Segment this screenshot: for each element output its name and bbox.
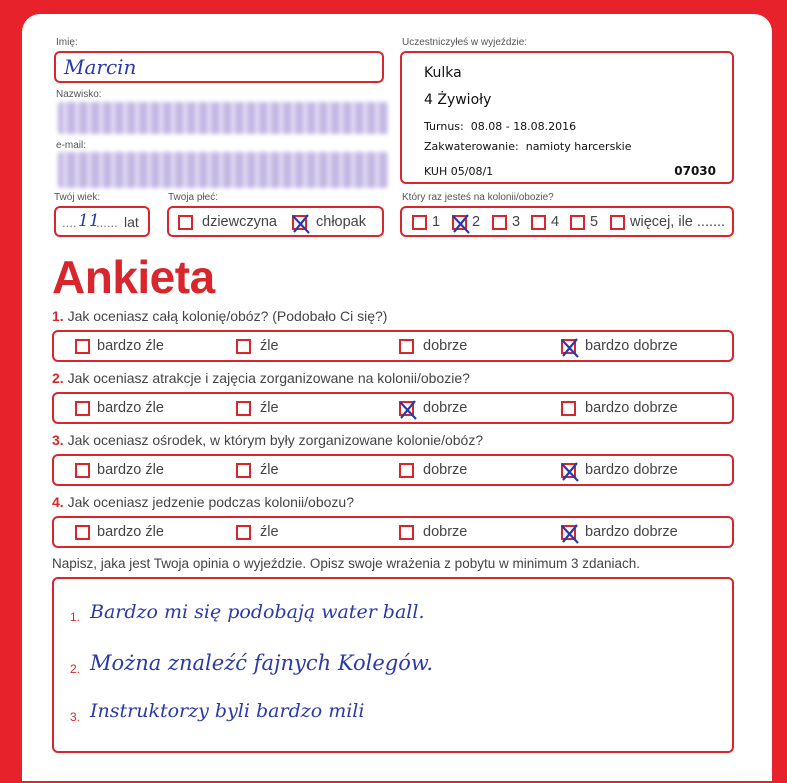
q4-checkbox-bad[interactable] bbox=[236, 525, 251, 540]
q3-checkbox-good[interactable] bbox=[399, 463, 414, 478]
check-x-icon bbox=[560, 461, 580, 483]
times-option-1: 1 bbox=[432, 214, 441, 230]
times-option-4: 4 bbox=[551, 214, 560, 230]
q3-option-very-good: bardzo dobrze bbox=[585, 462, 678, 478]
turnus-value: 08.08 - 18.08.2016 bbox=[470, 120, 577, 133]
gender-option-boy: chłopak bbox=[316, 214, 366, 230]
surname-redacted bbox=[58, 102, 388, 134]
q4-option-very-bad: bardzo źle bbox=[97, 524, 164, 540]
q2-checkbox-very-bad[interactable] bbox=[75, 401, 90, 416]
times-checkbox-5[interactable] bbox=[570, 215, 585, 230]
opinion-line-1: Bardzo mi się podobają water ball. bbox=[90, 601, 425, 623]
q4-checkbox-very-good[interactable] bbox=[561, 525, 576, 540]
trip-card bbox=[400, 51, 734, 184]
email-redacted bbox=[58, 152, 388, 188]
opinion-number-1: 1. bbox=[70, 610, 81, 624]
q2-checkbox-bad[interactable] bbox=[236, 401, 251, 416]
q1-option-good: dobrze bbox=[423, 338, 468, 354]
q4-checkbox-very-bad[interactable] bbox=[75, 525, 90, 540]
surname-label: Nazwisko: bbox=[56, 89, 102, 100]
answer-row-4 bbox=[52, 516, 734, 548]
trip-code: KUH 05/08/1 bbox=[424, 165, 494, 178]
times-option-2: 2 bbox=[472, 214, 481, 230]
age-field[interactable] bbox=[54, 206, 150, 237]
question-text: Jak oceniasz jedzenie podczas kolonii/obozu? bbox=[67, 494, 354, 510]
question-number: 4. bbox=[52, 494, 64, 510]
q3-option-good: dobrze bbox=[423, 462, 468, 478]
q4-option-very-good: bardzo dobrze bbox=[585, 524, 678, 540]
question-number: 3. bbox=[52, 432, 64, 448]
q4-option-good: dobrze bbox=[423, 524, 468, 540]
name-value: Marcin bbox=[64, 55, 137, 79]
times-checkbox-1[interactable] bbox=[412, 215, 427, 230]
question-number: 2. bbox=[52, 370, 64, 386]
question-3 bbox=[52, 432, 483, 448]
question-text: Jak oceniasz atrakcje i zajęcia zorganizowane na kolonii/obozie? bbox=[67, 370, 470, 386]
times-option-more: więcej, ile ....... bbox=[630, 214, 726, 230]
question-text: Jak oceniasz całą kolonię/obóz? (Podobało Ci się?) bbox=[67, 308, 388, 324]
answer-row-1 bbox=[52, 330, 734, 362]
check-x-icon bbox=[451, 213, 471, 235]
q2-option-very-bad: bardzo źle bbox=[97, 400, 164, 416]
q2-checkbox-good[interactable] bbox=[399, 401, 414, 416]
q4-option-bad: źle bbox=[260, 524, 279, 540]
q3-checkbox-very-good[interactable] bbox=[561, 463, 576, 478]
check-x-icon bbox=[398, 399, 418, 421]
q1-option-very-bad: bardzo źle bbox=[97, 338, 164, 354]
gender-checkbox-girl[interactable] bbox=[178, 215, 193, 230]
times-label: Który raz jesteś na kolonii/obozie? bbox=[402, 192, 554, 203]
name-field[interactable] bbox=[54, 51, 384, 83]
q1-checkbox-very-good[interactable] bbox=[561, 339, 576, 354]
accommodation-label: Zakwaterowanie: bbox=[424, 140, 519, 153]
age-value: 11 bbox=[78, 211, 100, 231]
check-x-icon bbox=[291, 213, 311, 235]
turnus-row bbox=[424, 120, 576, 133]
check-x-icon bbox=[560, 523, 580, 545]
opinion-line-2: Można znaleźć fajnych Kolegów. bbox=[90, 651, 433, 675]
question-1 bbox=[52, 308, 387, 324]
answer-row-2 bbox=[52, 392, 734, 424]
q2-option-bad: źle bbox=[260, 400, 279, 416]
times-checkbox-3[interactable] bbox=[492, 215, 507, 230]
times-option-3: 3 bbox=[512, 214, 521, 230]
turnus-label: Turnus: bbox=[424, 120, 464, 133]
gender-label: Twoja płeć: bbox=[168, 192, 219, 203]
gender-checkbox-boy[interactable] bbox=[292, 215, 307, 230]
email-label: e-mail: bbox=[56, 140, 87, 151]
q2-checkbox-very-good[interactable] bbox=[561, 401, 576, 416]
times-field bbox=[400, 206, 734, 237]
age-dots-after: ...... bbox=[96, 215, 118, 230]
age-unit: lat bbox=[124, 214, 139, 230]
trip-number: 07030 bbox=[674, 164, 716, 178]
q4-checkbox-good[interactable] bbox=[399, 525, 414, 540]
gender-option-girl: dziewczyna bbox=[202, 214, 277, 230]
times-option-5: 5 bbox=[590, 214, 599, 230]
opinion-number-3: 3. bbox=[70, 710, 81, 724]
q1-checkbox-very-bad[interactable] bbox=[75, 339, 90, 354]
trip-name: Kulka bbox=[424, 65, 462, 81]
question-text: Jak oceniasz ośrodek, w którym były zorganizowane kolonie/obóz? bbox=[67, 432, 484, 448]
survey-sheet bbox=[22, 14, 772, 781]
gender-field bbox=[167, 206, 384, 237]
q2-option-good: dobrze bbox=[423, 400, 468, 416]
q2-option-very-good: bardzo dobrze bbox=[585, 400, 678, 416]
check-x-icon bbox=[560, 337, 580, 359]
q1-option-very-good: bardzo dobrze bbox=[585, 338, 678, 354]
times-checkbox-2[interactable] bbox=[452, 215, 467, 230]
age-dots-before: .... bbox=[62, 215, 77, 230]
opinion-line-3: Instruktorzy byli bardzo mili bbox=[90, 700, 365, 722]
q1-checkbox-bad[interactable] bbox=[236, 339, 251, 354]
q3-option-bad: źle bbox=[260, 462, 279, 478]
opinion-prompt: Napisz, jaka jest Twoja opinia o wyjeździe. Opisz swoje wrażenia z pobytu w minimum 3 zdaniach. bbox=[52, 556, 641, 571]
trip-label: Uczestniczyłeś w wyjeździe: bbox=[402, 37, 528, 48]
q1-option-bad: źle bbox=[260, 338, 279, 354]
q3-checkbox-bad[interactable] bbox=[236, 463, 251, 478]
times-checkbox-4[interactable] bbox=[531, 215, 546, 230]
opinion-field[interactable] bbox=[52, 577, 734, 753]
question-2 bbox=[52, 370, 470, 386]
times-checkbox-more[interactable] bbox=[610, 215, 625, 230]
name-label: Imię: bbox=[56, 37, 78, 48]
trip-program: 4 Żywioły bbox=[424, 92, 492, 108]
accommodation-row bbox=[424, 140, 632, 153]
q1-checkbox-good[interactable] bbox=[399, 339, 414, 354]
age-label: Twój wiek: bbox=[54, 192, 101, 203]
q3-checkbox-very-bad[interactable] bbox=[75, 463, 90, 478]
opinion-number-2: 2. bbox=[70, 662, 81, 676]
accommodation-value: namioty harcerskie bbox=[525, 140, 632, 153]
q3-option-very-bad: bardzo źle bbox=[97, 462, 164, 478]
answer-row-3 bbox=[52, 454, 734, 486]
question-number: 1. bbox=[52, 308, 64, 324]
survey-title: Ankieta bbox=[52, 251, 215, 303]
question-4 bbox=[52, 494, 354, 510]
